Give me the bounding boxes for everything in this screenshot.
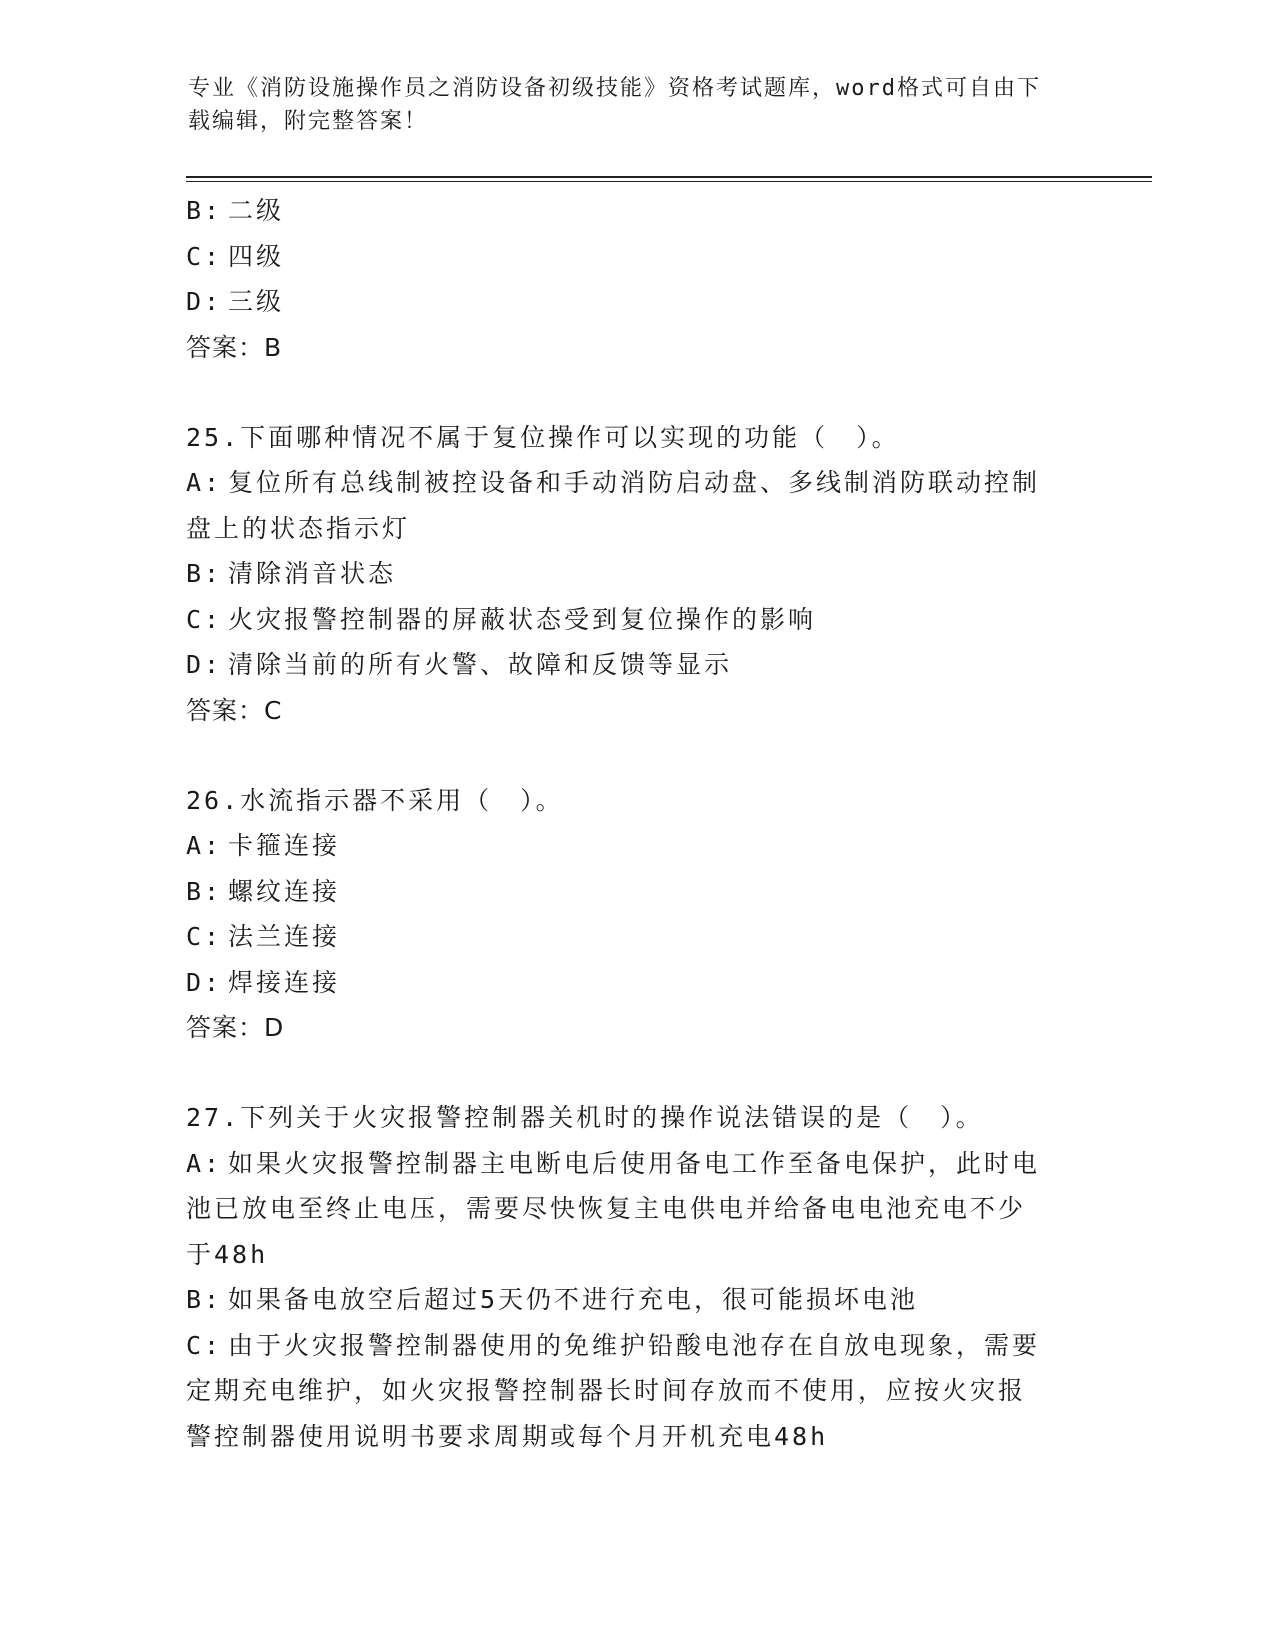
option-a: A: 如果火灾报警控制器主电断电后使用备电工作至备电保护，此时电	[186, 1148, 1041, 1178]
header-divider-thick	[186, 176, 1152, 178]
option-b: B: 清除消音状态	[186, 559, 397, 588]
option-a-continued: 于48h	[186, 1239, 269, 1269]
option-c: C: 由于火灾报警控制器使用的免维护铅酸电池存在自放电现象，需要	[186, 1330, 1041, 1360]
option-d: D: 焊接连接	[186, 967, 341, 997]
option-c: C: 法兰连接	[186, 922, 341, 951]
option-c-continued: 警控制器使用说明书要求周期或每个月开机充电48h	[186, 1421, 829, 1451]
option-a: A: 卡箍连接	[186, 831, 341, 860]
option-a: A: 复位所有总线制被控设备和手动消防启动盘、多线制消防联动控制	[186, 468, 1041, 497]
document-body	[186, 188, 1086, 1459]
question-text: 26.水流指示器不采用（ ）。	[186, 785, 564, 815]
question-text: 25.下面哪种情况不属于复位操作可以实现的功能（ ）。	[186, 422, 900, 452]
option-c: C: 四级	[186, 241, 285, 271]
option-d: D: 清除当前的所有火警、故障和反馈等显示	[186, 650, 733, 679]
option-c-continued: 定期充电维护，如火灾报警控制器长时间存放而不使用，应按火灾报	[186, 1376, 1027, 1405]
question-24	[186, 188, 1086, 371]
option-c: C: 火灾报警控制器的屏蔽状态受到复位操作的影响	[186, 604, 817, 634]
option-a-continued: 盘上的状态指示灯	[186, 513, 411, 543]
header-line-2: 载编辑，附完整答案！	[188, 109, 429, 134]
answer: 答案：B	[186, 332, 283, 362]
option-b: B: 螺纹连接	[186, 876, 341, 906]
answer: 答案：D	[186, 1013, 285, 1042]
question-25	[186, 415, 1086, 734]
header-divider-thin	[186, 181, 1152, 182]
header-line-1: 专业《消防设施操作员之消防设备初级技能》资格考试题库，word格式可自由下	[188, 76, 1041, 101]
option-b: B: 二级	[186, 196, 285, 225]
option-d: D: 三级	[186, 287, 285, 316]
document-header	[188, 72, 1068, 138]
question-27	[186, 1095, 1086, 1459]
option-a-continued: 池已放电至终止电压，需要尽快恢复主电供电并给备电电池充电不少	[186, 1194, 1027, 1223]
question-text: 27.下列关于火灾报警控制器关机时的操作说法错误的是（ ）。	[186, 1103, 984, 1132]
question-26	[186, 778, 1086, 1052]
option-b: B: 如果备电放空后超过5天仍不进行充电，很可能损坏电池	[186, 1285, 919, 1314]
answer: 答案：C	[186, 695, 283, 725]
